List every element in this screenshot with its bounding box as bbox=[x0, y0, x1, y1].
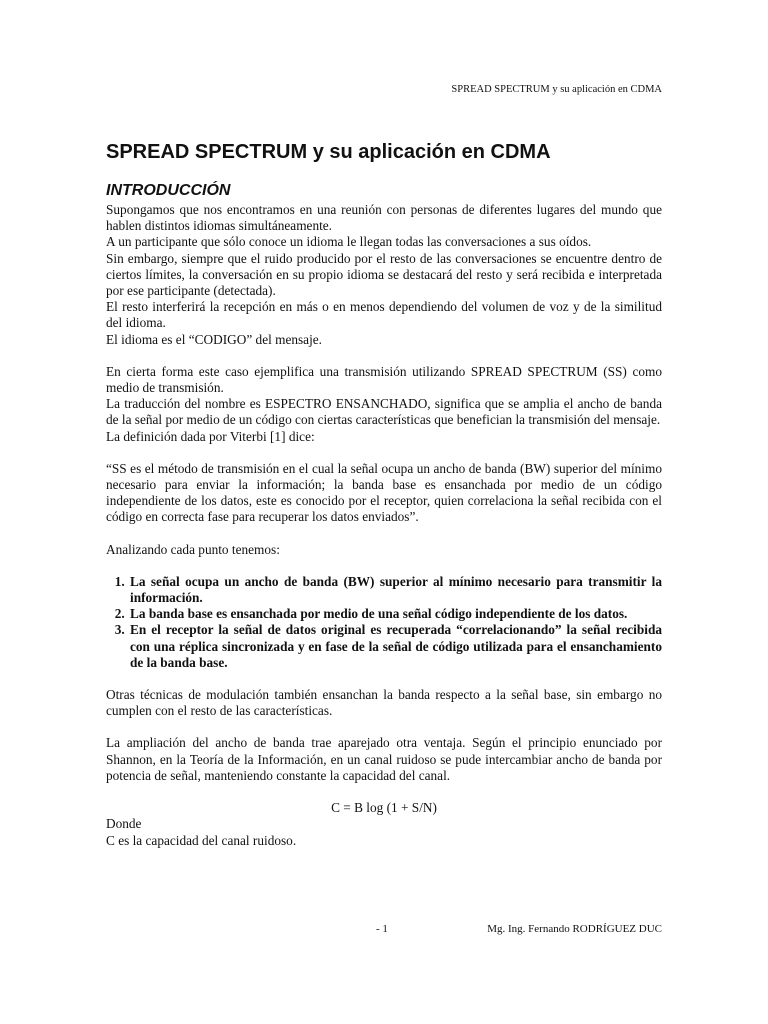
section-title-introduccion: INTRODUCCIÓN bbox=[106, 182, 231, 199]
paragraph: La traducción del nombre es ESPECTRO ENSANCHADO, significa que se amplia el ancho de banda de la señal por medio de un código con ciertas características que benefician la transmisión del mensaje. bbox=[106, 396, 662, 428]
list-item: 2. La banda base es ensanchada por medio de una señal código independiente de los datos. bbox=[128, 606, 662, 622]
paragraph: La definición dada por Viterbi [1] dice: bbox=[106, 428, 315, 444]
where-c-definition: C es la capacidad del canal ruidoso. bbox=[106, 832, 297, 848]
paragraph: A un participante que sólo conoce un idioma le llegan todas las conversaciones a sus oídos. bbox=[106, 234, 592, 250]
footer-author: Mg. Ing. Fernando RODRÍGUEZ DUC bbox=[487, 923, 662, 935]
spacer bbox=[106, 671, 662, 687]
running-header: SPREAD SPECTRUM y su aplicación en CDMA bbox=[451, 84, 662, 95]
spacer bbox=[106, 784, 662, 800]
characteristics-list bbox=[106, 574, 662, 671]
paragraph: Supongamos que nos encontramos en una reunión con personas de diferentes lugares del mundo que hablen distintos idiomas simultáneamente. bbox=[106, 202, 662, 234]
paragraph: El idioma es el “CODIGO” del mensaje. bbox=[106, 331, 323, 347]
paragraph: El resto interferirá la recepción en más o en menos dependiendo del volumen de voz y de la similitud del idioma. bbox=[106, 299, 662, 331]
spacer bbox=[106, 558, 662, 574]
spacer bbox=[106, 445, 662, 461]
page-content bbox=[106, 138, 662, 849]
viterbi-quote: “SS es el método de transmisión en el cual la señal ocupa un ancho de banda (BW) superior del mínimo necesario para enviar la información; la banda base es ensanchada por medio de un código independiente de los datos, este es conocido por el receptor, quien correlaciona la señal recibida con el código en correcta fase para recuperar los datos enviados”. bbox=[106, 460, 662, 525]
spacer bbox=[106, 348, 662, 364]
page-number: - 1 bbox=[376, 923, 388, 935]
spacer bbox=[106, 719, 662, 735]
spacer bbox=[106, 526, 662, 542]
where-label: Donde bbox=[106, 816, 142, 832]
list-item: 3. En el receptor la señal de datos original es recuperada “correlacionando” la señal recibida con una réplica sincronizada y en fase de la señal de código utilizada para el ensanchamiento de la banda base. bbox=[128, 622, 662, 671]
paragraph: Sin embargo, siempre que el ruido producido por el resto de las conversaciones se encuentre dentro de ciertos límites, la conversación en su propio idioma se destacará del resto y será recibida e interpretada por ese participante (detectada). bbox=[106, 250, 662, 299]
document-title: SPREAD SPECTRUM y su aplicación en CDMA bbox=[106, 141, 551, 163]
analysis-intro: Analizando cada punto tenemos: bbox=[106, 541, 280, 557]
list-item: 1. La señal ocupa un ancho de banda (BW) superior al mínimo necesario para transmitir la información. bbox=[128, 574, 662, 606]
paragraph: La ampliación del ancho de banda trae aparejado otra ventaja. Según el principio enunciado por Shannon, en la Teoría de la Información, en un canal ruidoso se pude intercambiar ancho de banda por potencia de señal, manteniendo constante la capacidad del canal. bbox=[106, 735, 662, 783]
paragraph: Otras técnicas de modulación también ensanchan la banda respecto a la señal base, sin embargo no cumplen con el resto de las características. bbox=[106, 687, 662, 719]
shannon-formula: C = B log (1 + S/N) bbox=[331, 800, 437, 816]
paragraph: En cierta forma este caso ejemplifica una transmisión utilizando SPREAD SPECTRUM (SS) como medio de transmisión. bbox=[106, 363, 662, 396]
